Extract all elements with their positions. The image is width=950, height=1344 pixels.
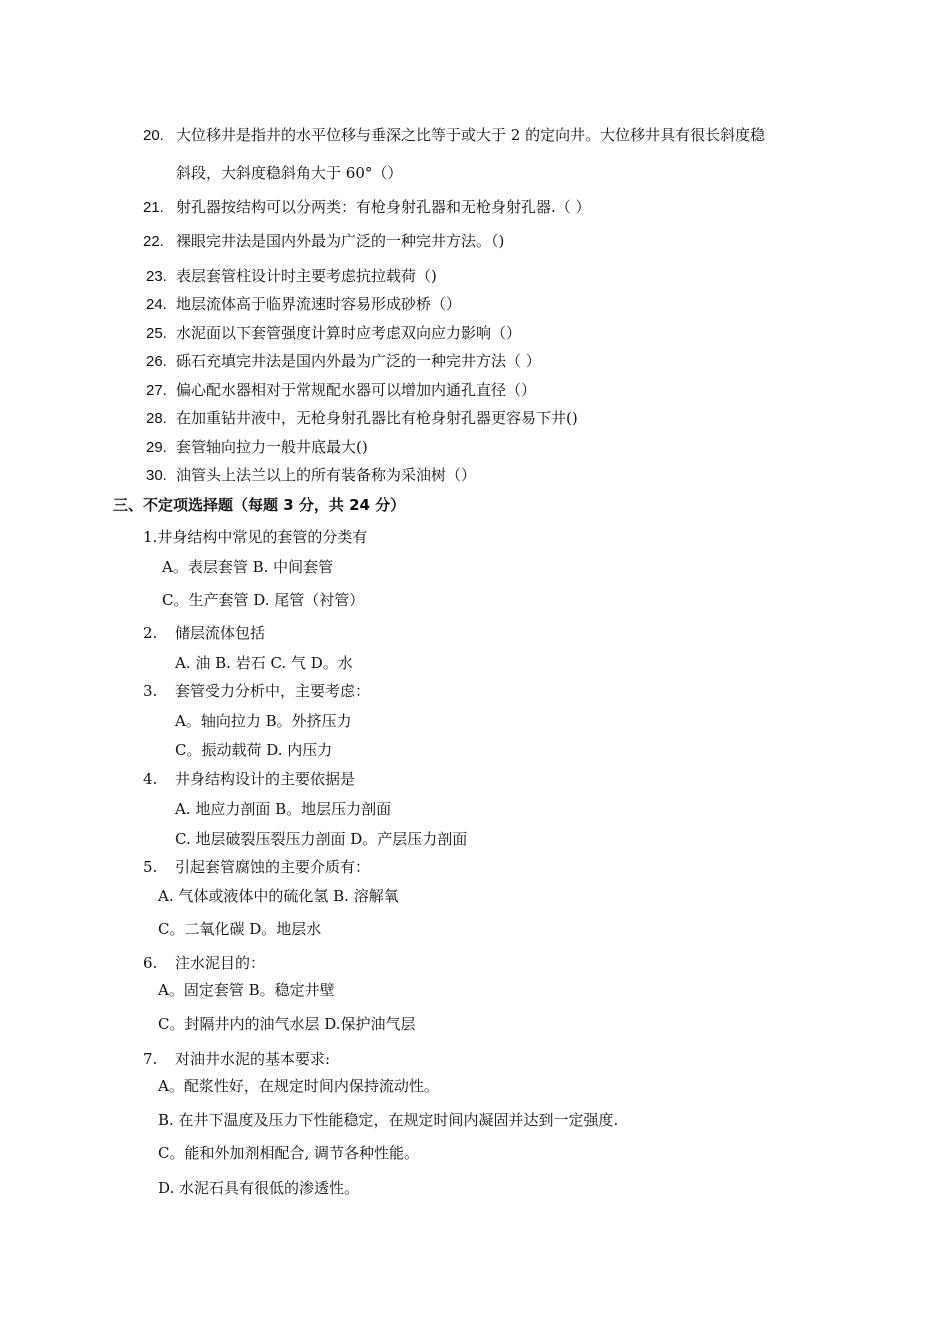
question-number: 26.	[146, 353, 167, 370]
question-text: 裸眼完井法是国内外最为广泛的一种完井方法。（)	[176, 232, 505, 250]
option-line: C。能和外加剂相配合, 调节各种性能。	[158, 1144, 420, 1162]
question-text: 表层套管柱设计时主要考虑抗拉载荷（)	[176, 267, 437, 285]
choice-question-5	[143, 857, 370, 877]
choice-question-2	[143, 623, 265, 643]
question-text: 偏心配水器相对于常规配水器可以增加内通孔直径（）	[176, 381, 537, 399]
question-23	[146, 266, 437, 287]
option-line: C。振动载荷 D. 内压力	[175, 741, 333, 759]
choice-question-4	[143, 769, 355, 789]
option-line: A. 地应力剖面 B。地层压力剖面	[175, 800, 392, 818]
question-number: 30.	[146, 467, 167, 484]
question-number: 21.	[143, 199, 164, 216]
question-number: 20.	[143, 127, 164, 144]
option-line: A。固定套管 B。稳定井壁	[158, 981, 335, 999]
question-number: 25.	[146, 325, 167, 342]
question-25	[146, 323, 521, 344]
question-text: 大位移井是指井的水平位移与垂深之比等于或大于 2 的定向井。大位移井具有很长斜度稳	[176, 126, 766, 144]
question-number: 29.	[146, 439, 167, 456]
option-line: A。配浆性好，在规定时间内保持流动性。	[158, 1077, 439, 1095]
question-24	[146, 294, 461, 315]
option-line: A。轴向拉力 B。外挤压力	[175, 712, 352, 730]
question-number: 1.	[143, 528, 158, 546]
question-number: 5.	[143, 858, 158, 876]
option-line: C。生产套管 D. 尾管（衬管）	[162, 591, 365, 609]
choice-question-6	[143, 953, 265, 973]
question-text: 在加重钻井液中，无枪身射孔器比有枪身射孔器更容易下井()	[176, 409, 578, 427]
question-text: 地层流体高于临界流速时容易形成砂桥（）	[176, 295, 462, 313]
question-text: 井身结构设计的主要依据是	[175, 770, 356, 788]
option-line: C. 地层破裂压裂压力剖面 D。产层压力剖面	[175, 830, 468, 848]
option-line: A. 气体或液体中的硫化氢 B. 溶解氧	[158, 887, 399, 905]
choice-question-7	[143, 1049, 330, 1069]
question-number: 4.	[143, 770, 158, 788]
question-30	[146, 465, 476, 486]
question-text: 射孔器按结构可以分两类：有枪身射孔器和无枪身射孔器.（ ）	[176, 198, 591, 216]
question-text: 注水泥目的：	[175, 954, 266, 972]
option-line: C。封隔井内的油气水层 D.保护油气层	[158, 1015, 416, 1033]
question-number: 6.	[143, 954, 158, 972]
option-line: B. 在井下温度及压力下性能稳定，在规定时间内凝固并达到一定强度.	[158, 1111, 619, 1129]
option-line: A. 油 B. 岩石 C. 气 D。水	[175, 654, 353, 672]
question-20-continuation: 斜段，大斜度稳斜角大于 60°（）	[176, 164, 403, 182]
question-text: 砾石充填完井法是国内外最为广泛的一种完井方法（ ）	[176, 352, 541, 370]
question-number: 22.	[143, 233, 164, 250]
question-number: 7.	[143, 1050, 158, 1068]
question-text: 油管头上法兰以上的所有装备称为采油树（）	[176, 466, 477, 484]
question-28	[146, 408, 578, 429]
question-text: 水泥面以下套管强度计算时应考虑双向应力影响（）	[176, 324, 522, 342]
question-text: 对油井水泥的基本要求:	[175, 1050, 331, 1068]
question-20	[143, 125, 765, 146]
question-text: 引起套管腐蚀的主要介质有：	[175, 858, 371, 876]
choice-question-3	[143, 681, 370, 701]
section-heading: 三、不定项选择题（每题 3 分，共 24 分）	[113, 496, 406, 514]
question-number: 3.	[143, 682, 158, 700]
option-line: A。表层套管 B. 中间套管	[162, 558, 334, 576]
question-number: 27.	[146, 382, 167, 399]
question-text: 储层流体包括	[175, 624, 266, 642]
question-number: 2.	[143, 624, 158, 642]
question-text: 井身结构中常见的套管的分类有	[157, 528, 368, 546]
question-number: 23.	[146, 268, 167, 285]
question-27	[146, 380, 536, 401]
choice-question-1	[143, 527, 367, 547]
option-line: D. 水泥石具有很低的渗透性。	[158, 1179, 360, 1197]
question-text: 套管受力分析中，主要考虑：	[175, 682, 371, 700]
question-number: 24.	[146, 296, 167, 313]
question-text: 套管轴向拉力一般井底最大()	[176, 438, 368, 456]
question-29	[146, 437, 368, 458]
question-number: 28.	[146, 410, 167, 427]
question-21	[143, 197, 591, 218]
option-line: C。二氧化碳 D。地层水	[158, 920, 322, 938]
question-22	[143, 231, 504, 252]
question-26	[146, 351, 541, 372]
